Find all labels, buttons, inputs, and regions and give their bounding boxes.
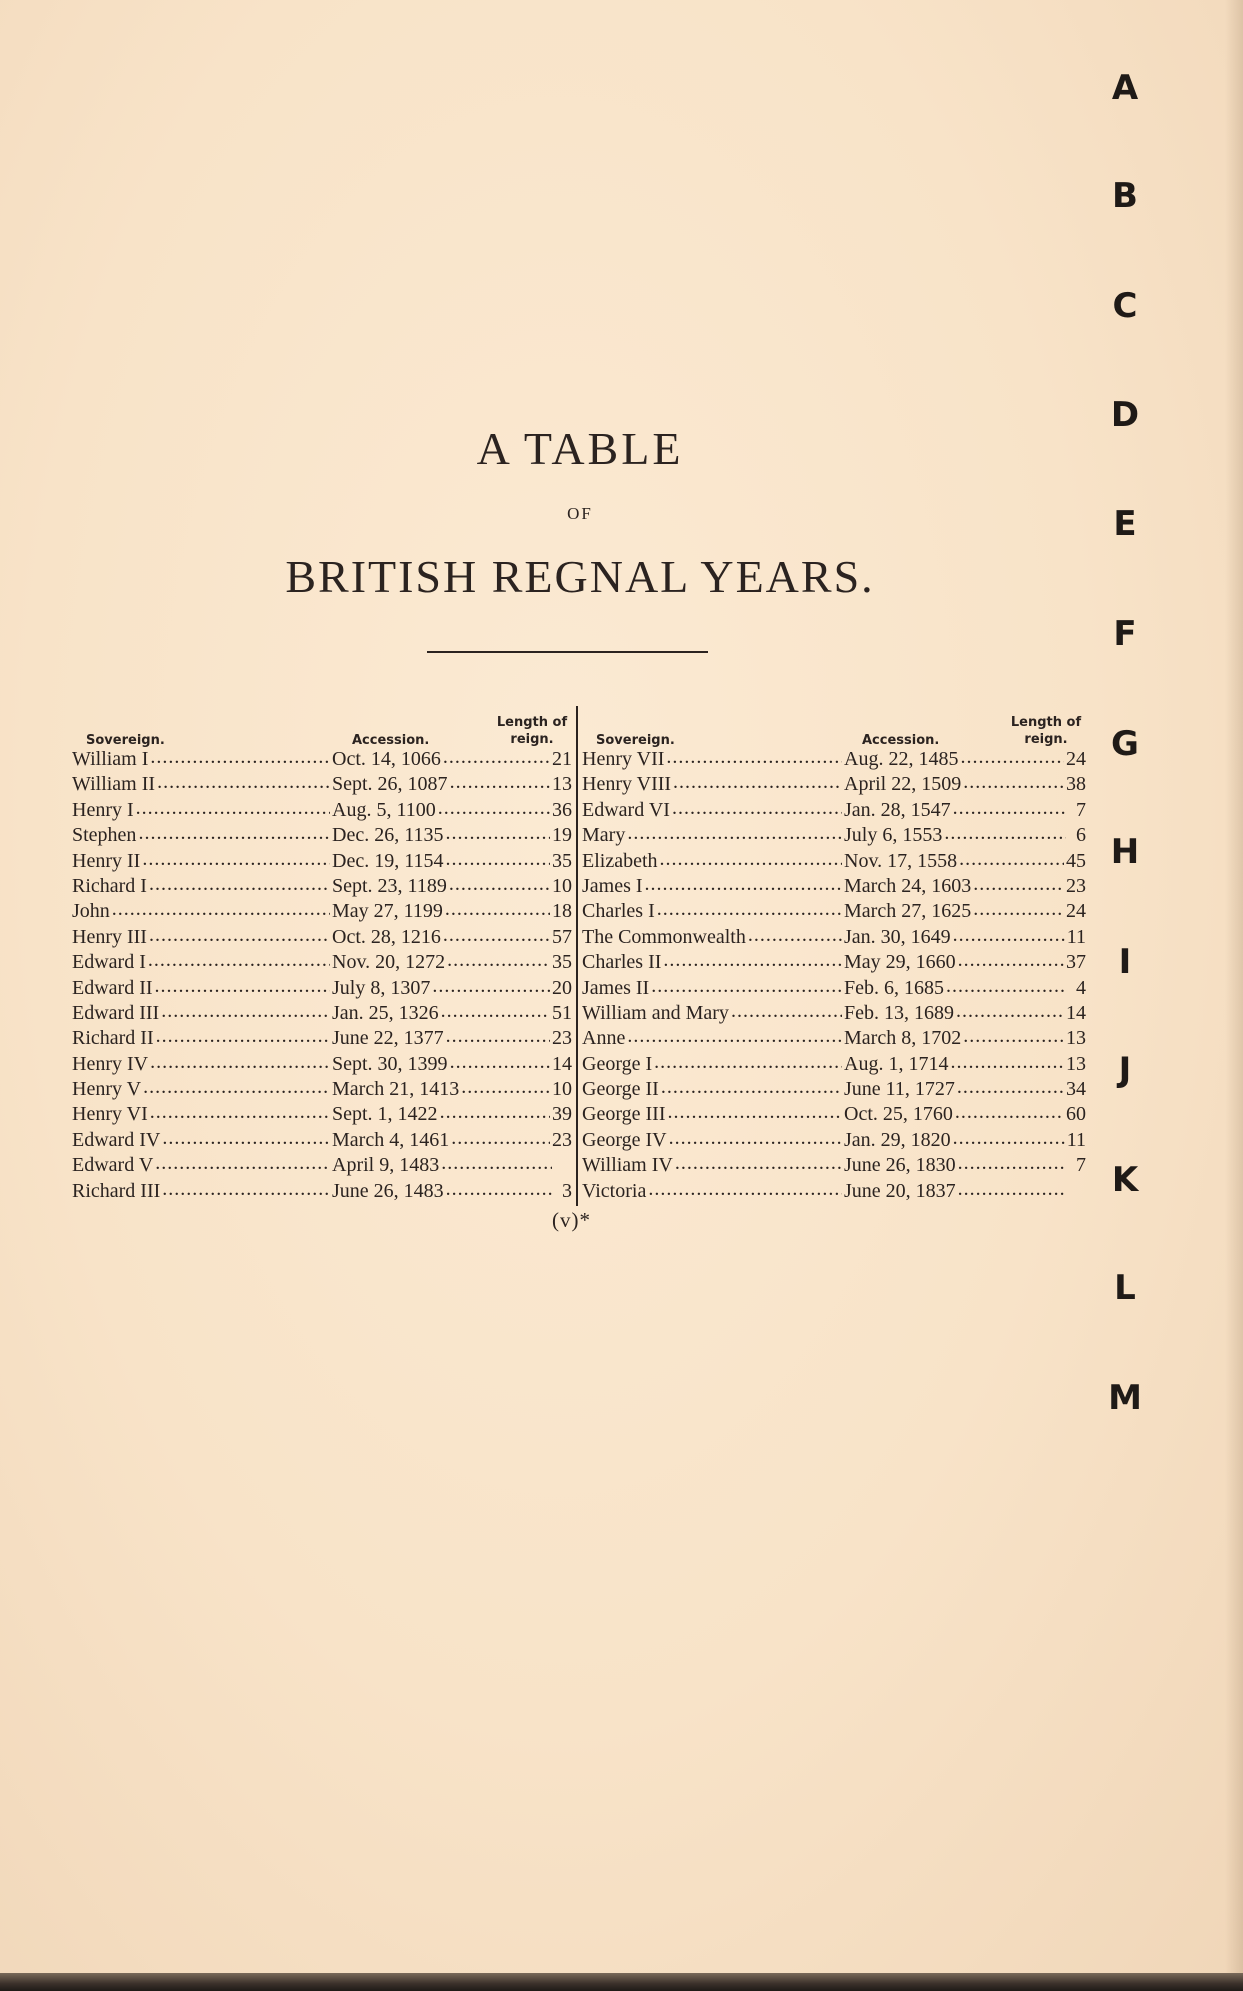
- accession-date: June 26, 1830: [844, 1154, 956, 1177]
- accession-date: Oct. 25, 1760: [844, 1103, 953, 1126]
- reign-length: 51: [552, 1001, 572, 1024]
- leader-dots: [661, 1078, 842, 1098]
- leader-dots: [155, 1154, 330, 1174]
- accession-date: Jan. 29, 1820: [844, 1128, 951, 1151]
- leader-dots: [748, 926, 842, 946]
- leader-dots: [150, 1053, 330, 1073]
- table-row: [72, 850, 572, 875]
- table-row: [582, 977, 1086, 1002]
- leader-dots: [953, 926, 1065, 946]
- reign-length: 6: [1076, 824, 1086, 847]
- reign-length: 34: [1066, 1078, 1086, 1101]
- leader-dots: [150, 748, 330, 768]
- thumb-index-letter[interactable]: D: [1110, 395, 1140, 435]
- table-row: [582, 900, 1086, 925]
- table-row: [582, 748, 1086, 773]
- accession-date: Feb. 6, 1685: [844, 976, 944, 999]
- table-header: [72, 700, 572, 748]
- reign-length: 10: [552, 874, 572, 897]
- sovereign-name: George III: [582, 1103, 666, 1126]
- sovereign-name: Edward V: [72, 1154, 154, 1177]
- reign-length: 35: [552, 951, 572, 974]
- table-row: [582, 799, 1086, 824]
- accession-date: Dec. 19, 1154: [332, 849, 444, 872]
- leader-dots: [958, 1180, 1066, 1200]
- sovereign-name: Henry V: [72, 1078, 142, 1101]
- leader-dots: [944, 824, 1066, 844]
- sovereign-name: James II: [582, 976, 650, 999]
- thumb-index-letter[interactable]: M: [1108, 1378, 1142, 1418]
- sovereign-name: Edward II: [72, 976, 153, 999]
- accession-date: Jan. 28, 1547: [844, 798, 951, 821]
- page-number: (v)*: [552, 1208, 591, 1232]
- sovereign-name: Charles I: [582, 900, 655, 923]
- leader-dots: [667, 1103, 842, 1123]
- leader-dots: [648, 1180, 842, 1200]
- table-row: [582, 1180, 1086, 1205]
- thumb-index-letter[interactable]: A: [1111, 68, 1139, 108]
- reign-length: 7: [1076, 798, 1086, 821]
- header-length: Length of reign.: [496, 715, 568, 747]
- leader-dots: [148, 951, 330, 971]
- header-sovereign: Sovereign.: [596, 733, 675, 748]
- accession-date: March 24, 1603: [844, 874, 972, 897]
- leader-dots: [654, 1053, 842, 1073]
- accession-date: May 27, 1199: [332, 900, 443, 923]
- sovereign-name: Edward IV: [72, 1128, 161, 1151]
- sovereign-name: Henry II: [72, 849, 141, 872]
- accession-date: June 26, 1483: [332, 1179, 444, 1202]
- title-connector: OF: [567, 504, 593, 523]
- accession-date: April 22, 1509: [844, 773, 962, 796]
- accession-date: March 8, 1702: [844, 1027, 962, 1050]
- leader-dots: [963, 1027, 1064, 1047]
- leader-dots: [627, 824, 842, 844]
- sovereign-name: William II: [72, 773, 156, 796]
- table-header: [582, 700, 1086, 748]
- page-title: A TABLE: [476, 423, 684, 474]
- reign-length: 14: [552, 1052, 572, 1075]
- table-row: [72, 748, 572, 773]
- leader-dots: [627, 1027, 842, 1047]
- sovereign-name: George II: [582, 1078, 659, 1101]
- thumb-index-letter[interactable]: F: [1113, 614, 1137, 654]
- sovereign-name: Henry VI: [72, 1103, 148, 1126]
- accession-date: Feb. 13, 1689: [844, 1001, 954, 1024]
- leader-dots: [963, 773, 1064, 793]
- leader-dots: [673, 773, 842, 793]
- leader-dots: [953, 1129, 1065, 1149]
- accession-date: March 4, 1461: [332, 1128, 450, 1151]
- sovereign-name: Charles II: [582, 951, 662, 974]
- table-row: [582, 875, 1086, 900]
- table-row: [582, 1154, 1086, 1179]
- accession-date: July 6, 1553: [844, 824, 943, 847]
- table-row: [582, 1053, 1086, 1078]
- leader-dots: [955, 1103, 1064, 1123]
- accession-date: Aug. 5, 1100: [332, 798, 436, 821]
- leader-dots: [973, 875, 1064, 895]
- accession-date: Jan. 25, 1326: [332, 1001, 439, 1024]
- reign-length: 24: [1066, 748, 1086, 770]
- leader-dots: [450, 1053, 550, 1073]
- table-row: [582, 850, 1086, 875]
- reign-length: 38: [1066, 773, 1086, 796]
- table-row: [72, 977, 572, 1002]
- table-row: [582, 773, 1086, 798]
- table-row: [72, 773, 572, 798]
- leader-dots: [960, 748, 1064, 768]
- leader-dots: [432, 977, 550, 997]
- leader-dots: [157, 773, 330, 793]
- table-row: [72, 951, 572, 976]
- sovereign-name: James I: [582, 874, 643, 897]
- leader-dots: [443, 926, 550, 946]
- sovereign-name: The Commonwealth: [582, 925, 746, 948]
- leader-dots: [657, 900, 842, 920]
- sovereign-name: Henry IV: [72, 1052, 149, 1075]
- reign-length: 11: [1066, 1128, 1086, 1151]
- leader-dots: [666, 748, 842, 768]
- sovereign-name: Elizabeth: [582, 849, 658, 872]
- thumb-index-letter[interactable]: L: [1114, 1268, 1136, 1308]
- leader-dots: [149, 875, 330, 895]
- accession-date: Sept. 1, 1422: [332, 1103, 438, 1126]
- reign-length: 13: [552, 773, 572, 796]
- accession-date: June 22, 1377: [332, 1027, 444, 1050]
- table-row: [72, 1078, 572, 1103]
- sovereign-name: Henry VIII: [582, 773, 672, 796]
- header-length: Length of reign.: [1010, 715, 1082, 747]
- accession-date: Dec. 26, 1135: [332, 824, 444, 847]
- leader-dots: [438, 799, 550, 819]
- reign-length: 10: [552, 1078, 572, 1101]
- leader-dots: [449, 875, 550, 895]
- page-edge-shadow: [1225, 0, 1243, 1991]
- leader-dots: [450, 773, 550, 793]
- sovereign-name: Edward I: [72, 951, 146, 974]
- leader-dots: [138, 824, 330, 844]
- table-row: [582, 1002, 1086, 1027]
- sovereign-name: Victoria: [582, 1179, 647, 1202]
- accession-date: Aug. 22, 1485: [844, 748, 959, 770]
- table-row: [72, 1154, 572, 1179]
- reign-length: 23: [552, 1128, 572, 1151]
- leader-dots: [731, 1002, 842, 1022]
- accession-date: Nov. 17, 1558: [844, 849, 958, 872]
- leader-dots: [946, 977, 1066, 997]
- reign-length: 7: [1076, 1154, 1086, 1177]
- leader-dots: [950, 1053, 1064, 1073]
- leader-dots: [675, 1154, 842, 1174]
- table-row: [582, 824, 1086, 849]
- thumb-index-letter[interactable]: K: [1111, 1160, 1139, 1200]
- table-row: [72, 875, 572, 900]
- header-sovereign: Sovereign.: [86, 733, 165, 748]
- thumb-index-letter[interactable]: I: [1118, 942, 1132, 982]
- leader-dots: [669, 1129, 842, 1149]
- accession-date: Oct. 28, 1216: [332, 925, 441, 948]
- reign-length: 45: [1066, 849, 1086, 872]
- reign-length: 3: [562, 1179, 572, 1202]
- sovereign-name: William IV: [582, 1154, 673, 1177]
- reign-length: 13: [1066, 1027, 1086, 1050]
- leader-dots: [445, 824, 550, 844]
- accession-date: June 11, 1727: [844, 1078, 955, 1101]
- thumb-index-letter[interactable]: G: [1111, 724, 1139, 764]
- table-row: [72, 1180, 572, 1205]
- leader-dots: [142, 850, 330, 870]
- leader-dots: [446, 1027, 550, 1047]
- sovereign-name: George I: [582, 1052, 653, 1075]
- sovereign-name: William and Mary: [582, 1001, 729, 1024]
- accession-date: Sept. 30, 1399: [332, 1052, 448, 1075]
- regnal-table-left: [72, 700, 572, 1205]
- sovereign-name: Henry I: [72, 798, 134, 821]
- accession-date: March 27, 1625: [844, 900, 972, 923]
- leader-dots: [445, 900, 550, 920]
- reign-length: 14: [1066, 1001, 1086, 1024]
- leader-dots: [161, 1002, 330, 1022]
- leader-dots: [162, 1129, 330, 1149]
- leader-dots: [445, 850, 550, 870]
- accession-date: Jan. 30, 1649: [844, 925, 951, 948]
- accession-date: Aug. 1, 1714: [844, 1052, 949, 1075]
- table-row: [72, 926, 572, 951]
- accession-date: March 21, 1413: [332, 1078, 460, 1101]
- accession-date: Sept. 26, 1087: [332, 773, 448, 796]
- title-rule: [427, 651, 708, 653]
- leader-dots: [651, 977, 842, 997]
- page-bottom-edge: [0, 1973, 1243, 1991]
- table-row: [72, 824, 572, 849]
- header-accession: Accession.: [352, 733, 430, 748]
- leader-dots: [461, 1078, 550, 1098]
- regnal-table-right: [582, 700, 1086, 1205]
- leader-dots: [156, 1027, 330, 1047]
- reign-length: 11: [1066, 925, 1086, 948]
- sovereign-name: John: [72, 900, 110, 923]
- reign-length: [1068, 1180, 1086, 1203]
- leader-dots: [443, 748, 550, 768]
- leader-dots: [958, 951, 1064, 971]
- leader-dots: [446, 1180, 552, 1200]
- sovereign-name: Richard II: [72, 1027, 154, 1050]
- leader-dots: [143, 1078, 330, 1098]
- reign-length: 18: [552, 900, 572, 923]
- reign-length: 23: [1066, 874, 1086, 897]
- table-row: [72, 799, 572, 824]
- sovereign-name: Anne: [582, 1027, 626, 1050]
- leader-dots: [973, 900, 1064, 920]
- thumb-index-letter[interactable]: B: [1112, 176, 1138, 216]
- table-row: [582, 1103, 1086, 1128]
- table-row: [582, 1129, 1086, 1154]
- leader-dots: [956, 1002, 1064, 1022]
- leader-dots: [957, 1078, 1064, 1098]
- reign-length: 36: [552, 798, 572, 821]
- thumb-index-letter[interactable]: E: [1113, 504, 1137, 544]
- reign-length: 13: [1066, 1052, 1086, 1075]
- leader-dots: [112, 900, 330, 920]
- sovereign-name: Richard III: [72, 1179, 161, 1202]
- thumb-index-letter[interactable]: C: [1112, 286, 1138, 326]
- table-row: [72, 1002, 572, 1027]
- column-divider: [576, 706, 578, 1206]
- leader-dots: [959, 850, 1064, 870]
- accession-date: June 20, 1837: [844, 1179, 956, 1202]
- accession-date: April 9, 1483: [332, 1154, 440, 1177]
- leader-dots: [447, 951, 550, 971]
- leader-dots: [162, 1180, 330, 1200]
- table-row: [72, 1129, 572, 1154]
- table-row: [72, 900, 572, 925]
- table-row: [72, 1103, 572, 1128]
- reign-length: 20: [552, 976, 572, 999]
- sovereign-name: Henry III: [72, 925, 147, 948]
- reign-length: 21: [552, 748, 572, 770]
- accession-date: Sept. 23, 1189: [332, 874, 447, 897]
- reign-length: 39: [552, 1103, 572, 1126]
- leader-dots: [953, 799, 1066, 819]
- leader-dots: [441, 1002, 550, 1022]
- reign-length: 57: [552, 925, 572, 948]
- reign-length: 37: [1066, 951, 1086, 974]
- reign-length: 23: [552, 1027, 572, 1050]
- reign-length: 24: [1066, 900, 1086, 923]
- table-row: [582, 926, 1086, 951]
- leader-dots: [136, 799, 330, 819]
- sovereign-name: Edward III: [72, 1001, 160, 1024]
- table-row: [582, 951, 1086, 976]
- sovereign-name: Stephen: [72, 824, 137, 847]
- leader-dots: [441, 1154, 552, 1174]
- table-row: [72, 1027, 572, 1052]
- accession-date: May 29, 1660: [844, 951, 956, 974]
- table-row: [582, 1078, 1086, 1103]
- thumb-index-letter[interactable]: H: [1110, 832, 1140, 872]
- leader-dots: [155, 977, 330, 997]
- leader-dots: [645, 875, 842, 895]
- reign-length: [554, 1154, 572, 1177]
- leader-dots: [663, 951, 842, 971]
- page-subtitle: BRITISH REGNAL YEARS.: [285, 551, 875, 602]
- leader-dots: [958, 1154, 1066, 1174]
- reign-length: 35: [552, 849, 572, 872]
- sovereign-name: Richard I: [72, 874, 147, 897]
- table-rows: [582, 748, 1086, 1205]
- table-rows: [72, 748, 572, 1205]
- accession-date: July 8, 1307: [332, 976, 431, 999]
- sovereign-name: Edward VI: [582, 798, 670, 821]
- table-row: [582, 1027, 1086, 1052]
- thumb-index-letter[interactable]: J: [1118, 1050, 1132, 1090]
- reign-length: 4: [1076, 976, 1086, 999]
- sovereign-name: Mary: [582, 824, 626, 847]
- leader-dots: [672, 799, 842, 819]
- leader-dots: [440, 1103, 550, 1123]
- leader-dots: [660, 850, 842, 870]
- leader-dots: [149, 926, 330, 946]
- sovereign-name: George IV: [582, 1128, 667, 1151]
- reign-length: 19: [552, 824, 572, 847]
- header-accession: Accession.: [862, 733, 940, 748]
- leader-dots: [150, 1103, 330, 1123]
- table-row: [72, 1053, 572, 1078]
- sovereign-name: Henry VII: [582, 748, 665, 770]
- accession-date: Nov. 20, 1272: [332, 951, 446, 974]
- leader-dots: [451, 1129, 550, 1149]
- reign-length: 60: [1066, 1103, 1086, 1126]
- sovereign-name: William I: [72, 748, 149, 770]
- accession-date: Oct. 14, 1066: [332, 748, 441, 770]
